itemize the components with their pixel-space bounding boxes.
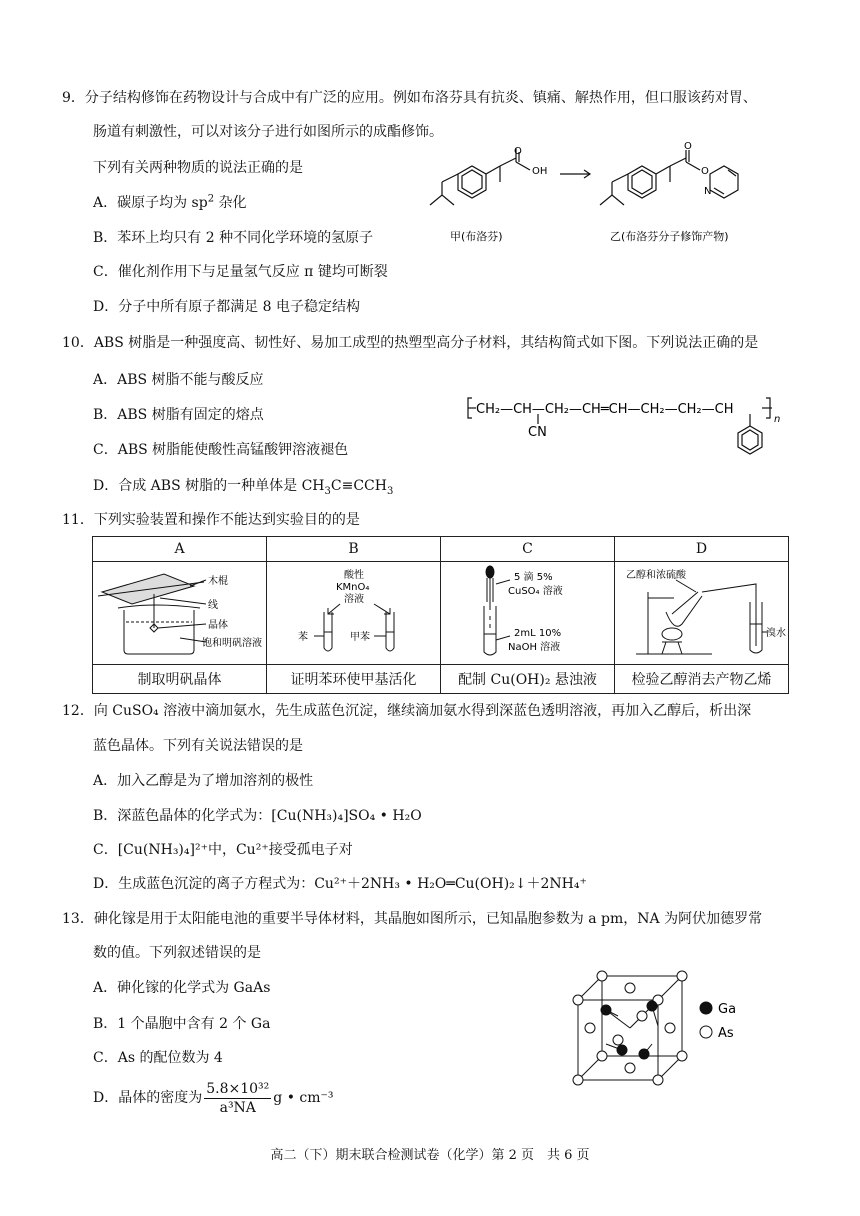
q12-option-a: A．加入乙醇是为了增加溶剂的极性 [93,773,314,789]
q9-atom-o-2: O [684,141,692,152]
q11-c-label-drops: 5 滴 5% [513,572,553,583]
legend-as-marker [700,1026,712,1038]
q11-caption-d: 检验乙醇消去产物乙烯 [615,665,789,694]
q11-figure-d [615,562,789,665]
q11-b-label-benzene: 苯 [297,632,308,643]
q13-option-d: D．晶体的密度为 $\frac{\text{5.8×10³²}}{\text{a³NA}}$ g • cm⁻³ [93,1080,334,1116]
q9-atom-o-3: O [701,166,709,177]
q9-option-c: C．催化剂作用下与足量氢气反应 π 键均可断裂 [93,264,388,280]
q9-option-b: B．苯环上均只有 2 种不同化学环境的氢原子 [93,230,374,246]
q10-stem: 10．ABS 树脂是一种强度高、韧性好、易加工成型的热塑型高分子材料，其结构简式如下图。下列说法正确的是 [62,335,759,351]
q11-d-label-bromine: 溴水 [765,628,786,639]
q9-label-jia: 甲(布洛芬) [450,230,503,243]
q11-stem: 11．下列实验装置和操作不能达到实验目的的是 [62,512,360,528]
q11-a-label-crystal: 晶体 [207,620,228,631]
q11-header-d: D [615,537,789,562]
q11-b-label-solution: 溶液 [343,594,364,605]
q12-stem-line2: 蓝色晶体。下列有关说法错误的是 [93,738,303,754]
q13-stem-line1: 13．砷化镓是用于太阳能电池的重要半导体材料，其晶胞如图所示，已知晶胞参数为 a pm，NA 为阿伏加德罗常 [62,911,763,927]
abs-resin-structure [466,392,796,468]
q13-option-b: B．1 个晶胞中含有 2 个 Ga [93,1016,271,1032]
q9-option-d: D．分子中所有原子都满足 8 电子稳定结构 [93,299,361,315]
q10-option-a: A．ABS 树脂不能与酸反应 [93,372,264,388]
q11-c-label-volume: 2mL 10% [513,628,561,639]
q11-a-label-solution: 饱和明矾溶液 [201,638,262,649]
q10-n: n [774,414,781,425]
q9-stem-line2: 肠道有刺激性，可以对该分子进行如图所示的成酯修饰。 [93,124,443,140]
q12-option-b: B．深蓝色晶体的化学式为：[Cu(NH₃)₄]SO₄ • H₂O [93,808,422,824]
q13-option-a: A．砷化镓的化学式为 GaAs [93,980,271,996]
q12-stem-line1: 12．向 CuSO₄ 溶液中滴加氨水，先生成蓝色沉淀，继续滴加氨水得到深蓝色透明溶液，再加入乙醇后，析出深 [62,703,752,719]
q11-a-label-stick: 木棍 [207,576,228,587]
q11-caption-c: 配制 Cu(OH)₂ 悬浊液 [441,665,615,694]
q12-option-c: C．[Cu(NH₃)₄]²⁺中，Cu²⁺接受孤电子对 [93,842,353,858]
q11-a-label-thread: 线 [207,600,218,611]
q9-atom-n: N [704,186,712,197]
q11-header-c: C [441,537,615,562]
q11-figure-a [93,562,267,665]
q11-figure-c [441,562,615,665]
q13-option-c: C．As 的配位数为 4 [93,1050,223,1066]
q11-caption-b: 证明苯环使甲基活化 [267,665,441,694]
q10-option-b: B．ABS 树脂有固定的熔点 [93,407,264,423]
q11-header-b: B [267,537,441,562]
q13-stem-line2: 数的值。下列叙述错误的是 [93,945,261,961]
q10-option-c: C．ABS 树脂能使酸性高锰酸钾溶液褪色 [93,442,349,458]
q11-b-label-kmno4: KMnO₄ [335,582,369,593]
gaas-unit-cell [566,966,766,1086]
q10-cn: CN [528,425,547,440]
q11-caption-a: 制取明矾晶体 [93,665,267,694]
q13-density-numerator: 5.8×10³² [206,1080,270,1097]
q9-atom-oh: OH [532,166,548,177]
q12-option-d: D．生成蓝色沉淀的离子方程式为：Cu²⁺＋2NH₃ • H₂O═Cu(OH)₂↓＋2NH₄⁺ [93,876,587,892]
legend-as-label: As [718,1026,734,1041]
q9-stem-line1: 9．分子结构修饰在药物设计与合成中有广泛的应用。例如布洛芬具有抗炎、镇痛、解热作用，但口服该药对胃、 [62,90,757,106]
q11-experiment-table [92,536,789,694]
q11-b-label-acidic: 酸性 [343,570,364,581]
q11-c-label-cuso4: CuSO₄ 溶液 [507,586,563,597]
q11-c-label-naoh: NaOH 溶液 [507,642,560,653]
page-footer: 高二（下）期末联合检测试卷（化学）第 2 页 共 6 页 [270,1148,590,1163]
q9-prompt: 下列有关两种物质的说法正确的是 [93,160,303,176]
q10-option-d: D．合成 ABS 树脂的一种单体是 $CH_3C\equiv CCH_3$ [93,478,394,497]
q11-figure-b [267,562,441,665]
q11-b-label-toluene: 甲苯 [349,632,370,643]
q11-d-label-reagent: 乙醇和浓硫酸 [625,570,686,581]
legend-ga-marker [700,1002,712,1014]
q11-header-a: A [93,537,267,562]
q9-label-yi: 乙(布洛芬分子修饰产物) [610,230,729,243]
q9-atom-o-1: O [514,146,522,157]
q9-option-a: A．碳原子均为 $sp^2$ 杂化 [93,193,247,211]
legend-ga-label: Ga [718,1002,737,1017]
ibuprofen-reaction-figure [420,141,760,250]
q10-formula: CH₂—CH—CH₂—CH═CH—CH₂—CH₂—CH [476,402,734,417]
q13-density-denominator: a³NA [219,1099,256,1116]
